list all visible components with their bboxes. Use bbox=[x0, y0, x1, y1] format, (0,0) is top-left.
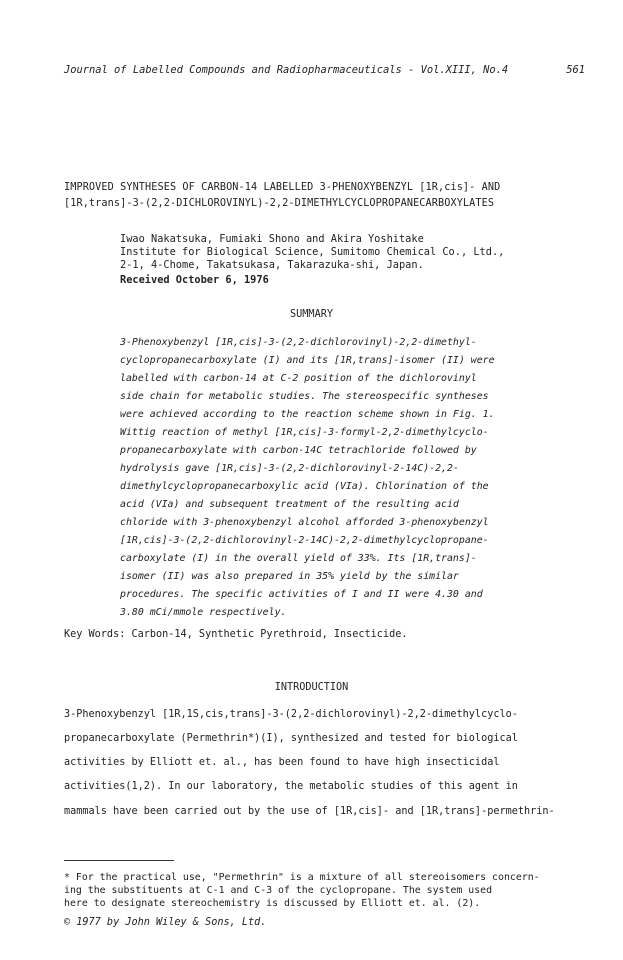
summary-line: dimethylcyclopropanecarboxylic acid (VIa). Chlorination of the bbox=[120, 481, 489, 492]
summary-line: 3.80 mCi/mmole respectively. bbox=[120, 607, 287, 618]
summary-line: procedures. The specific activities of I and II were 4.30 and bbox=[120, 589, 483, 600]
running-header bbox=[64, 64, 585, 76]
page-number: 561 bbox=[566, 64, 585, 76]
summary-line: 3-Phenoxybenzyl [1R,cis]-3-(2,2-dichlorovinyl)-2,2-dimethyl- bbox=[120, 337, 477, 348]
summary-line: propanecarboxylate with carbon-14C tetrachloride followed by bbox=[120, 445, 477, 456]
article-title-line-2: [1R,trans]-3-(2,2-DICHLOROVINYL)-2,2-DIMETHYLCYCLOPROPANECARBOXYLATES bbox=[64, 198, 495, 209]
summary-line: were achieved according to the reaction scheme shown in Fig. 1. bbox=[120, 409, 495, 420]
summary-line: labelled with carbon-14 at C-2 position of the dichlorovinyl bbox=[120, 373, 477, 384]
keywords: Key Words: Carbon-14, Synthetic Pyrethroid, Insecticide. bbox=[64, 629, 408, 640]
summary-line: hydrolysis gave [1R,cis]-3-(2,2-dichlorovinyl-2-14C)-2,2- bbox=[120, 463, 459, 474]
intro-line: activities(1,2). In our laboratory, the metabolic studies of this agent in bbox=[64, 781, 518, 792]
affiliation-line-2: 2-1, 4-Chome, Takatsukasa, Takarazuka-shi, Japan. bbox=[120, 259, 424, 271]
journal-citation: Journal of Labelled Compounds and Radiopharmaceuticals - Vol.XIII, No.4 bbox=[64, 64, 509, 76]
author-names: Iwao Nakatsuka, Fumiaki Shono and Akira Yoshitake bbox=[120, 233, 424, 245]
footnote-line: ing the substituents at C-1 and C-3 of the cyclopropane. The system used bbox=[64, 885, 493, 896]
summary-line: carboxylate (I) in the overall yield of 33%. Its [1R,trans]- bbox=[120, 553, 477, 564]
copyright-notice: © 1977 by John Wiley & Sons, Ltd. bbox=[64, 917, 267, 928]
summary-heading: SUMMARY bbox=[290, 309, 333, 320]
intro-line: propanecarboxylate (Permethrin*)(I), synthesized and tested for biological bbox=[64, 733, 518, 744]
summary-line: acid (VIa) and subsequent treatment of the resulting acid bbox=[120, 499, 459, 510]
summary-line: cyclopropanecarboxylate (I) and its [1R,trans]-isomer (II) were bbox=[120, 355, 495, 366]
affiliation-line-1: Institute for Biological Science, Sumitomo Chemical Co., Ltd., bbox=[120, 246, 505, 258]
received-date: Received October 6, 1976 bbox=[120, 274, 269, 286]
summary-line: [1R,cis]-3-(2,2-dichlorovinyl-2-14C)-2,2-dimethylcyclopropane- bbox=[120, 535, 489, 546]
intro-line: activities by Elliott et. al., has been found to have high insecticidal bbox=[64, 757, 500, 768]
intro-line: 3-Phenoxybenzyl [1R,1S,cis,trans]-3-(2,2-dichlorovinyl)-2,2-dimethylcyclo- bbox=[64, 709, 518, 720]
footnote-line: here to designate stereochemistry is discussed by Elliott et. al. (2). bbox=[64, 898, 481, 909]
intro-line: mammals have been carried out by the use of [1R,cis]- and [1R,trans]-permethrin- bbox=[64, 806, 555, 817]
summary-line: chloride with 3-phenoxybenzyl alcohol afforded 3-phenoxybenzyl bbox=[120, 517, 489, 528]
summary-line: isomer (II) was also prepared in 35% yield by the similar bbox=[120, 571, 459, 582]
summary-line: side chain for metabolic studies. The stereospecific syntheses bbox=[120, 391, 489, 402]
footnote-rule bbox=[64, 860, 174, 861]
introduction-heading: INTRODUCTION bbox=[274, 682, 349, 693]
summary-line: Wittig reaction of methyl [1R,cis]-3-formyl-2,2-dimethylcyclo- bbox=[120, 427, 489, 438]
article-title-line-1: IMPROVED SYNTHESES OF CARBON-14 LABELLED 3-PHENOXYBENZYL [1R,cis]- AND bbox=[64, 182, 501, 193]
footnote-line: * For the practical use, "Permethrin" is a mixture of all stereoisomers concern- bbox=[64, 872, 540, 883]
